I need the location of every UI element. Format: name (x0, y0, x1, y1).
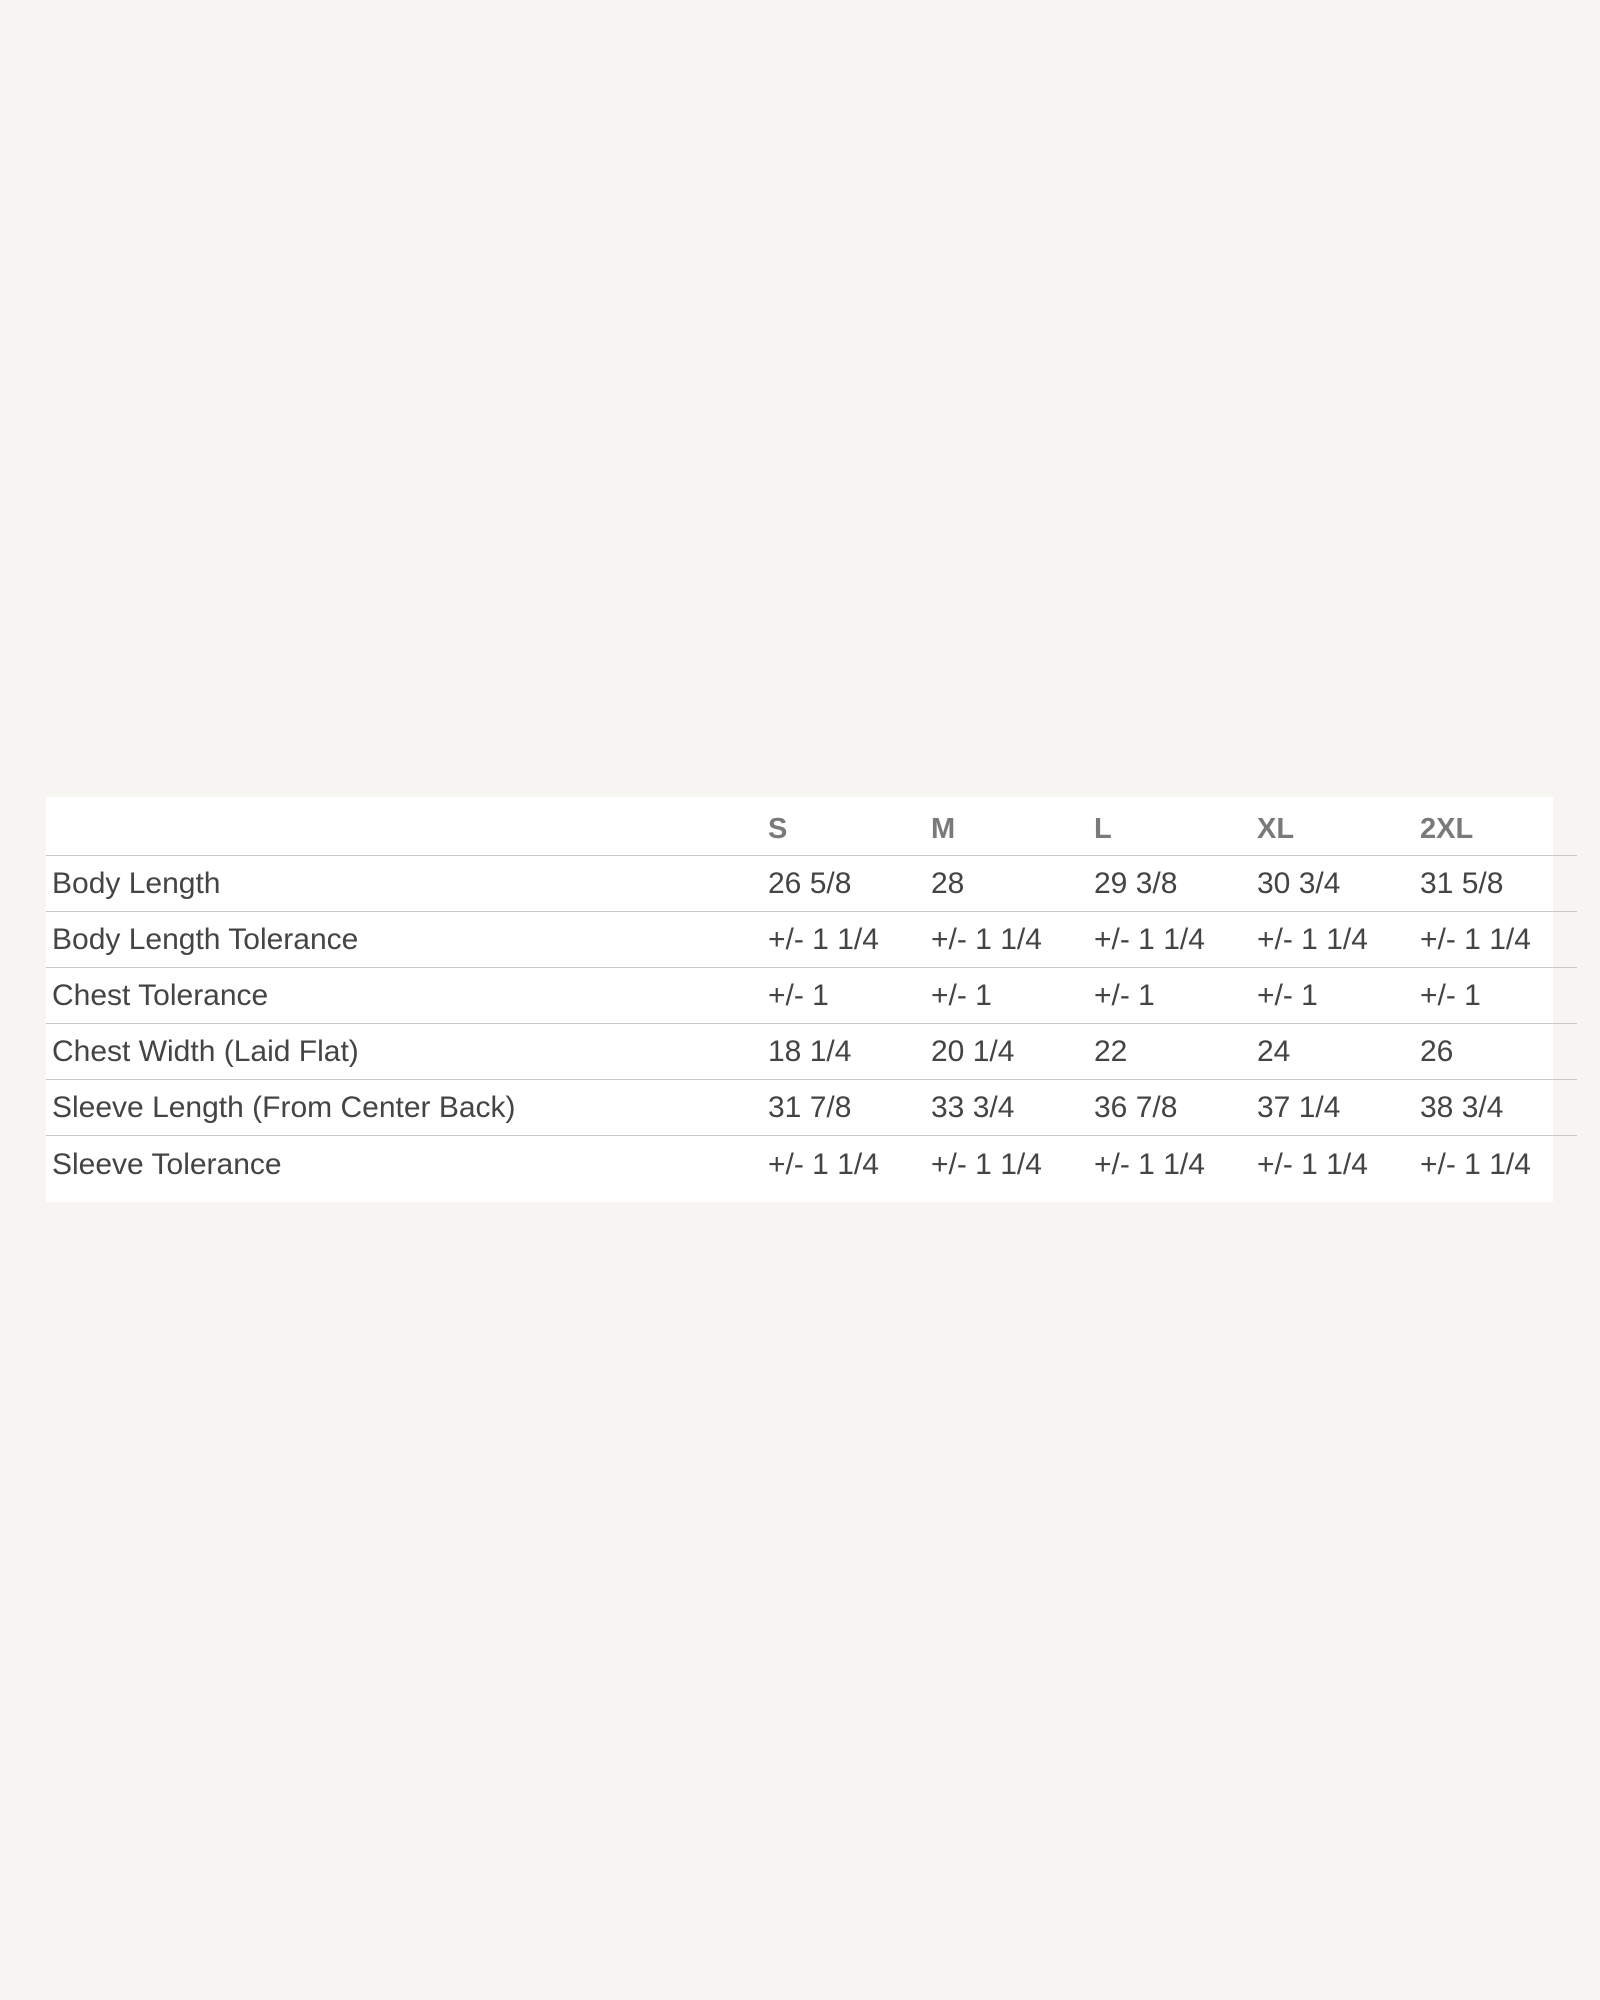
size-chart (46, 797, 1553, 1202)
table-cell: 26 (1414, 1024, 1577, 1080)
table-cell: +/- 1 (925, 968, 1088, 1024)
table-cell: +/- 1 1/4 (925, 912, 1088, 968)
table-row (46, 1080, 1577, 1136)
table-cell: 31 5/8 (1414, 856, 1577, 912)
table-cell: +/- 1 (1251, 968, 1414, 1024)
table-cell: 24 (1251, 1024, 1414, 1080)
measurement-column-header (46, 797, 762, 856)
row-label: Body Length (46, 856, 762, 912)
size-header-row (46, 797, 1577, 856)
table-cell: +/- 1 (1414, 968, 1577, 1024)
table-cell: +/- 1 1/4 (1420, 1148, 1531, 1181)
table-row (46, 856, 1577, 912)
table-row (46, 968, 1577, 1024)
table-cell: +/- 1 1/4 (1094, 1148, 1205, 1181)
table-cell: 36 7/8 (1088, 1080, 1251, 1136)
row-label: Sleeve Tolerance (52, 1148, 282, 1181)
table-cell: 28 (925, 856, 1088, 912)
table-cell: 22 (1088, 1024, 1251, 1080)
table-cell: 30 3/4 (1251, 856, 1414, 912)
row-label: Chest Width (Laid Flat) (46, 1024, 762, 1080)
table-cell: 26 5/8 (762, 856, 925, 912)
table-cell: 37 1/4 (1251, 1080, 1414, 1136)
table-cell: +/- 1 1/4 (1251, 912, 1414, 968)
table-row (46, 1136, 1577, 1195)
table-cell: 29 3/8 (1088, 856, 1251, 912)
size-header-l: L (1088, 797, 1251, 856)
size-header-s: S (762, 797, 925, 856)
row-label: Chest Tolerance (46, 968, 762, 1024)
table-row (46, 912, 1577, 968)
table-cell: +/- 1 1/4 (1257, 1148, 1368, 1181)
table-row (46, 1024, 1577, 1080)
table-cell: 20 1/4 (925, 1024, 1088, 1080)
table-cell: +/- 1 1/4 (1414, 912, 1577, 968)
row-label: Sleeve Length (From Center Back) (46, 1080, 762, 1136)
table-cell: 33 3/4 (925, 1080, 1088, 1136)
table-cell: +/- 1 1/4 (1088, 912, 1251, 968)
size-chart-table (46, 797, 1577, 1194)
size-header-xl: XL (1251, 797, 1414, 856)
row-label: Body Length Tolerance (46, 912, 762, 968)
table-cell: +/- 1 (1088, 968, 1251, 1024)
table-cell: 38 3/4 (1414, 1080, 1577, 1136)
table-cell: +/- 1 (762, 968, 925, 1024)
table-cell: 18 1/4 (762, 1024, 925, 1080)
size-header-m: M (925, 797, 1088, 856)
size-header-2xl: 2XL (1414, 797, 1577, 856)
table-cell: +/- 1 1/4 (768, 1148, 879, 1181)
table-cell: +/- 1 1/4 (762, 912, 925, 968)
table-cell: +/- 1 1/4 (931, 1148, 1042, 1181)
table-cell: 31 7/8 (762, 1080, 925, 1136)
